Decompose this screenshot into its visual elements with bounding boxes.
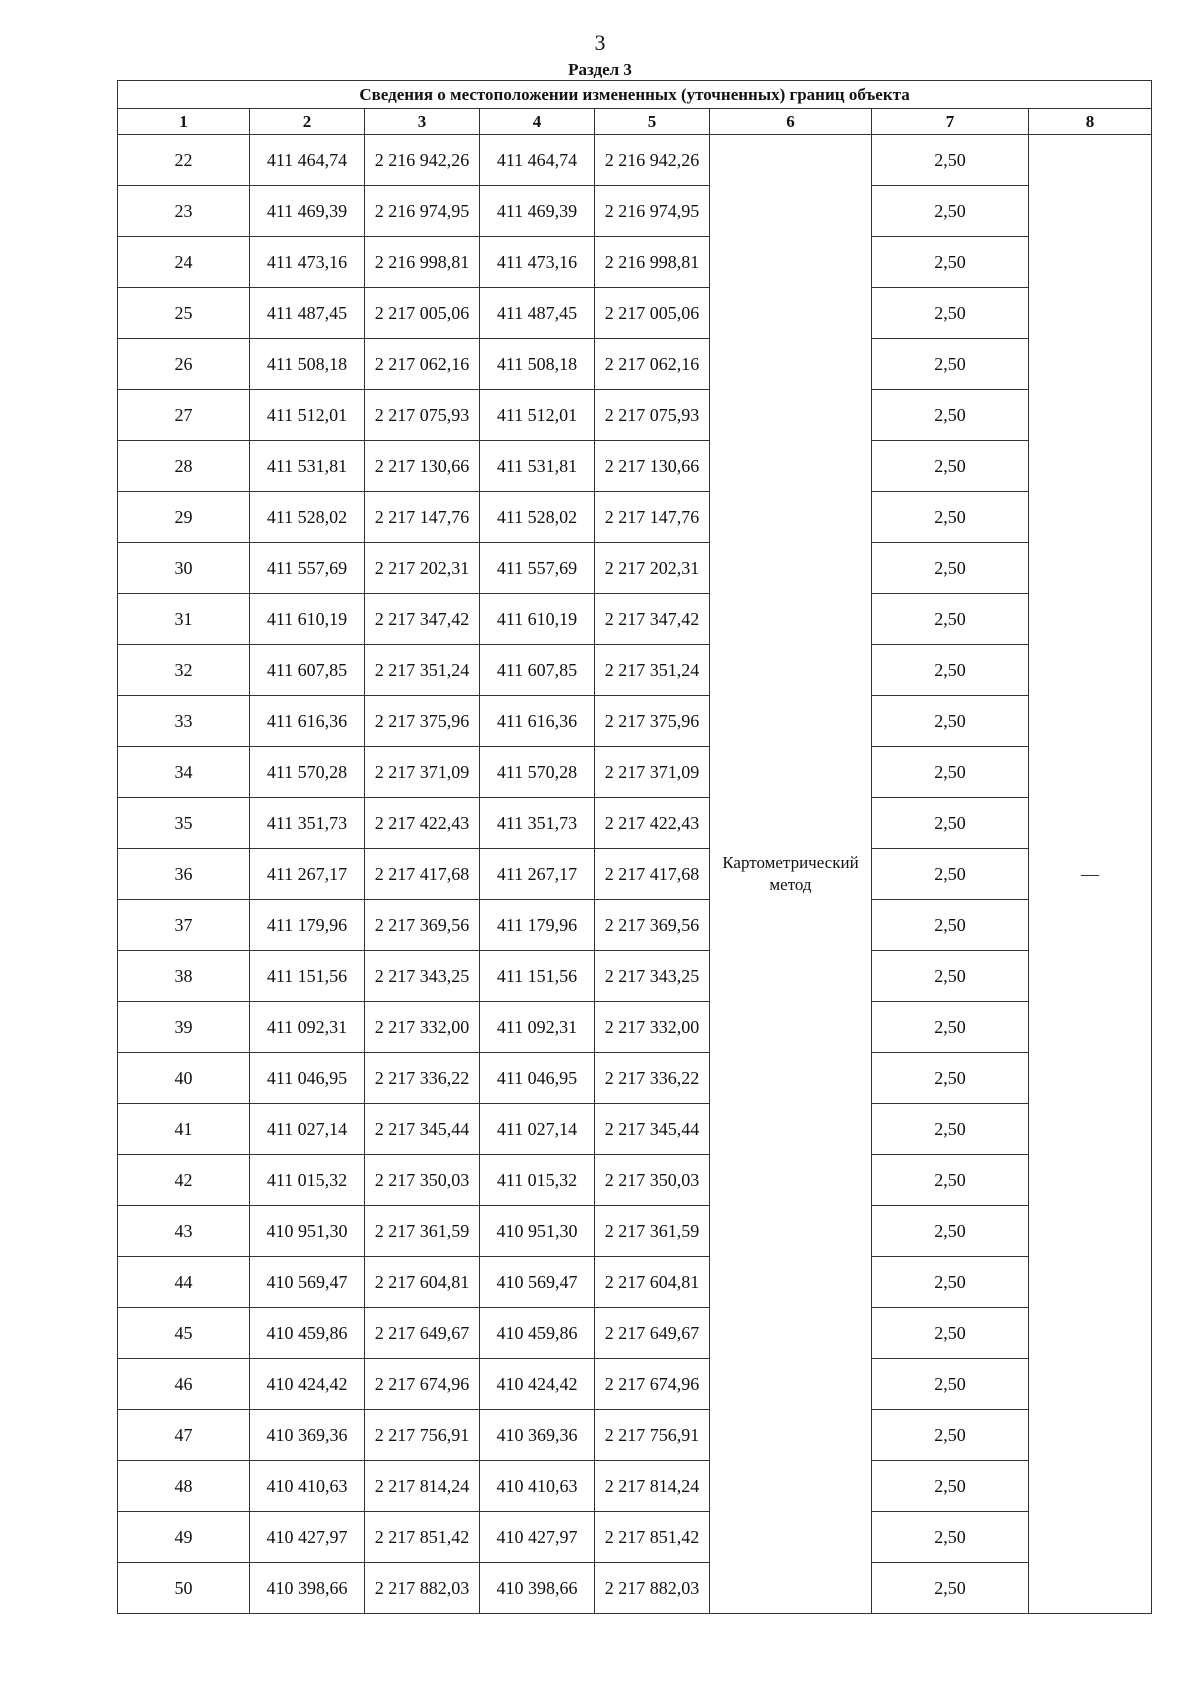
accuracy-cell: 2,50	[872, 237, 1029, 288]
accuracy-cell: 2,50	[872, 1257, 1029, 1308]
point-number-cell: 24	[118, 237, 250, 288]
x-existing-cell: 411 528,02	[250, 492, 365, 543]
y-new-cell: 2 217 343,25	[595, 951, 710, 1002]
description-cell: —	[1029, 135, 1152, 1614]
x-existing-cell: 411 092,31	[250, 1002, 365, 1053]
x-existing-cell: 411 046,95	[250, 1053, 365, 1104]
table-row	[118, 1104, 1152, 1155]
point-number-cell: 33	[118, 696, 250, 747]
y-new-cell: 2 217 604,81	[595, 1257, 710, 1308]
x-existing-cell: 411 015,32	[250, 1155, 365, 1206]
y-new-cell: 2 217 369,56	[595, 900, 710, 951]
column-header-4: 4	[480, 109, 595, 135]
y-new-cell: 2 217 350,03	[595, 1155, 710, 1206]
point-number-cell: 47	[118, 1410, 250, 1461]
point-number-cell: 43	[118, 1206, 250, 1257]
x-new-cell: 411 179,96	[480, 900, 595, 951]
point-number-cell: 46	[118, 1359, 250, 1410]
y-new-cell: 2 217 375,96	[595, 696, 710, 747]
y-existing-cell: 2 217 371,09	[365, 747, 480, 798]
y-new-cell: 2 217 332,00	[595, 1002, 710, 1053]
point-number-cell: 38	[118, 951, 250, 1002]
point-number-cell: 39	[118, 1002, 250, 1053]
x-new-cell: 411 607,85	[480, 645, 595, 696]
y-new-cell: 2 217 147,76	[595, 492, 710, 543]
x-existing-cell: 411 487,45	[250, 288, 365, 339]
table-row	[118, 339, 1152, 390]
x-new-cell: 411 508,18	[480, 339, 595, 390]
x-new-cell: 411 557,69	[480, 543, 595, 594]
table-row	[118, 543, 1152, 594]
point-number-cell: 23	[118, 186, 250, 237]
column-header-3: 3	[365, 109, 480, 135]
table-row	[118, 1563, 1152, 1614]
x-existing-cell: 410 410,63	[250, 1461, 365, 1512]
y-new-cell: 2 217 336,22	[595, 1053, 710, 1104]
x-new-cell: 410 459,86	[480, 1308, 595, 1359]
x-new-cell: 411 473,16	[480, 237, 595, 288]
accuracy-cell: 2,50	[872, 1308, 1029, 1359]
table-row	[118, 288, 1152, 339]
x-existing-cell: 411 473,16	[250, 237, 365, 288]
y-new-cell: 2 217 649,67	[595, 1308, 710, 1359]
x-existing-cell: 411 610,19	[250, 594, 365, 645]
y-existing-cell: 2 217 351,24	[365, 645, 480, 696]
x-existing-cell: 410 569,47	[250, 1257, 365, 1308]
accuracy-cell: 2,50	[872, 747, 1029, 798]
y-existing-cell: 2 216 942,26	[365, 135, 480, 186]
x-existing-cell: 410 951,30	[250, 1206, 365, 1257]
point-number-cell: 26	[118, 339, 250, 390]
x-existing-cell: 411 027,14	[250, 1104, 365, 1155]
x-new-cell: 411 512,01	[480, 390, 595, 441]
table-row	[118, 645, 1152, 696]
table-row	[118, 1155, 1152, 1206]
accuracy-cell: 2,50	[872, 1206, 1029, 1257]
y-new-cell: 2 217 756,91	[595, 1410, 710, 1461]
y-existing-cell: 2 217 332,00	[365, 1002, 480, 1053]
x-new-cell: 410 369,36	[480, 1410, 595, 1461]
table-row	[118, 594, 1152, 645]
table-caption: Сведения о местоположении измененных (уточненных) границ объекта	[118, 81, 1152, 109]
point-number-cell: 29	[118, 492, 250, 543]
table-body	[118, 135, 1152, 1614]
x-new-cell: 411 046,95	[480, 1053, 595, 1104]
x-new-cell: 410 398,66	[480, 1563, 595, 1614]
y-new-cell: 2 217 351,24	[595, 645, 710, 696]
x-existing-cell: 411 351,73	[250, 798, 365, 849]
y-existing-cell: 2 217 343,25	[365, 951, 480, 1002]
y-existing-cell: 2 217 422,43	[365, 798, 480, 849]
x-existing-cell: 410 424,42	[250, 1359, 365, 1410]
y-existing-cell: 2 217 075,93	[365, 390, 480, 441]
column-header-6: 6	[710, 109, 872, 135]
y-existing-cell: 2 216 998,81	[365, 237, 480, 288]
point-number-cell: 32	[118, 645, 250, 696]
point-number-cell: 22	[118, 135, 250, 186]
x-new-cell: 411 351,73	[480, 798, 595, 849]
point-number-cell: 48	[118, 1461, 250, 1512]
accuracy-cell: 2,50	[872, 1002, 1029, 1053]
y-new-cell: 2 217 422,43	[595, 798, 710, 849]
accuracy-cell: 2,50	[872, 492, 1029, 543]
y-existing-cell: 2 217 369,56	[365, 900, 480, 951]
x-existing-cell: 410 398,66	[250, 1563, 365, 1614]
y-existing-cell: 2 217 375,96	[365, 696, 480, 747]
x-new-cell: 411 151,56	[480, 951, 595, 1002]
x-new-cell: 410 410,63	[480, 1461, 595, 1512]
table-row	[118, 1512, 1152, 1563]
column-header-7: 7	[872, 109, 1029, 135]
table-row	[118, 1308, 1152, 1359]
table-row	[118, 237, 1152, 288]
accuracy-cell: 2,50	[872, 849, 1029, 900]
x-new-cell: 411 267,17	[480, 849, 595, 900]
y-existing-cell: 2 217 814,24	[365, 1461, 480, 1512]
x-existing-cell: 411 616,36	[250, 696, 365, 747]
y-existing-cell: 2 217 130,66	[365, 441, 480, 492]
x-new-cell: 411 570,28	[480, 747, 595, 798]
x-existing-cell: 411 508,18	[250, 339, 365, 390]
y-new-cell: 2 217 130,66	[595, 441, 710, 492]
column-header-2: 2	[250, 109, 365, 135]
boundary-coordinates-table	[117, 80, 1152, 1614]
table-row	[118, 1359, 1152, 1410]
point-number-cell: 27	[118, 390, 250, 441]
table-row	[118, 1206, 1152, 1257]
x-existing-cell: 411 531,81	[250, 441, 365, 492]
y-new-cell: 2 216 974,95	[595, 186, 710, 237]
accuracy-cell: 2,50	[872, 1104, 1029, 1155]
point-number-cell: 49	[118, 1512, 250, 1563]
table-row	[118, 390, 1152, 441]
column-header-1: 1	[118, 109, 250, 135]
x-new-cell: 411 528,02	[480, 492, 595, 543]
accuracy-cell: 2,50	[872, 594, 1029, 645]
point-number-cell: 40	[118, 1053, 250, 1104]
y-new-cell: 2 217 202,31	[595, 543, 710, 594]
y-existing-cell: 2 217 882,03	[365, 1563, 480, 1614]
accuracy-cell: 2,50	[872, 951, 1029, 1002]
x-new-cell: 411 610,19	[480, 594, 595, 645]
accuracy-cell: 2,50	[872, 1461, 1029, 1512]
accuracy-cell: 2,50	[872, 1359, 1029, 1410]
accuracy-cell: 2,50	[872, 1512, 1029, 1563]
accuracy-cell: 2,50	[872, 135, 1029, 186]
x-existing-cell: 411 570,28	[250, 747, 365, 798]
table-row	[118, 441, 1152, 492]
y-existing-cell: 2 217 147,76	[365, 492, 480, 543]
table-row	[118, 900, 1152, 951]
accuracy-cell: 2,50	[872, 798, 1029, 849]
x-new-cell: 410 951,30	[480, 1206, 595, 1257]
x-existing-cell: 411 607,85	[250, 645, 365, 696]
x-new-cell: 411 469,39	[480, 186, 595, 237]
x-existing-cell: 411 557,69	[250, 543, 365, 594]
table-row	[118, 798, 1152, 849]
section-title: Раздел 3	[568, 60, 632, 79]
x-new-cell: 411 027,14	[480, 1104, 595, 1155]
x-existing-cell: 411 267,17	[250, 849, 365, 900]
y-existing-cell: 2 217 361,59	[365, 1206, 480, 1257]
point-number-cell: 41	[118, 1104, 250, 1155]
x-existing-cell: 410 459,86	[250, 1308, 365, 1359]
x-new-cell: 410 427,97	[480, 1512, 595, 1563]
x-new-cell: 411 616,36	[480, 696, 595, 747]
point-number-cell: 25	[118, 288, 250, 339]
y-existing-cell: 2 217 347,42	[365, 594, 480, 645]
table-row	[118, 951, 1152, 1002]
x-existing-cell: 410 427,97	[250, 1512, 365, 1563]
point-number-cell: 44	[118, 1257, 250, 1308]
point-number-cell: 45	[118, 1308, 250, 1359]
x-existing-cell: 411 512,01	[250, 390, 365, 441]
accuracy-cell: 2,50	[872, 543, 1029, 594]
y-new-cell: 2 216 998,81	[595, 237, 710, 288]
x-new-cell: 411 531,81	[480, 441, 595, 492]
point-number-cell: 30	[118, 543, 250, 594]
accuracy-cell: 2,50	[872, 1563, 1029, 1614]
y-new-cell: 2 217 005,06	[595, 288, 710, 339]
x-new-cell: 411 487,45	[480, 288, 595, 339]
x-new-cell: 411 015,32	[480, 1155, 595, 1206]
table-row	[118, 186, 1152, 237]
y-existing-cell: 2 217 674,96	[365, 1359, 480, 1410]
column-header-5: 5	[595, 109, 710, 135]
y-existing-cell: 2 217 851,42	[365, 1512, 480, 1563]
accuracy-cell: 2,50	[872, 645, 1029, 696]
x-existing-cell: 411 469,39	[250, 186, 365, 237]
table-row	[118, 1053, 1152, 1104]
table-row	[118, 1257, 1152, 1308]
point-number-cell: 36	[118, 849, 250, 900]
y-new-cell: 2 217 814,24	[595, 1461, 710, 1512]
y-existing-cell: 2 217 604,81	[365, 1257, 480, 1308]
point-number-cell: 35	[118, 798, 250, 849]
x-new-cell: 411 092,31	[480, 1002, 595, 1053]
table-row	[118, 135, 1152, 186]
table-row	[118, 492, 1152, 543]
y-existing-cell: 2 217 649,67	[365, 1308, 480, 1359]
table-row	[118, 1461, 1152, 1512]
accuracy-cell: 2,50	[872, 441, 1029, 492]
x-new-cell: 410 569,47	[480, 1257, 595, 1308]
x-existing-cell: 411 464,74	[250, 135, 365, 186]
table-row	[118, 1002, 1152, 1053]
method-cell: Картометрический метод	[710, 135, 872, 1614]
y-existing-cell: 2 217 005,06	[365, 288, 480, 339]
y-existing-cell: 2 217 417,68	[365, 849, 480, 900]
point-number-cell: 50	[118, 1563, 250, 1614]
table-row	[118, 747, 1152, 798]
accuracy-cell: 2,50	[872, 339, 1029, 390]
column-number-row	[118, 109, 1152, 135]
y-new-cell: 2 217 062,16	[595, 339, 710, 390]
y-new-cell: 2 217 345,44	[595, 1104, 710, 1155]
x-existing-cell: 410 369,36	[250, 1410, 365, 1461]
x-existing-cell: 411 151,56	[250, 951, 365, 1002]
y-new-cell: 2 217 674,96	[595, 1359, 710, 1410]
y-new-cell: 2 217 851,42	[595, 1512, 710, 1563]
x-existing-cell: 411 179,96	[250, 900, 365, 951]
y-existing-cell: 2 217 756,91	[365, 1410, 480, 1461]
y-new-cell: 2 217 417,68	[595, 849, 710, 900]
x-new-cell: 410 424,42	[480, 1359, 595, 1410]
table-row	[118, 1410, 1152, 1461]
accuracy-cell: 2,50	[872, 1053, 1029, 1104]
page-number: 3	[594, 30, 606, 55]
y-existing-cell: 2 216 974,95	[365, 186, 480, 237]
point-number-cell: 28	[118, 441, 250, 492]
y-existing-cell: 2 217 202,31	[365, 543, 480, 594]
y-new-cell: 2 217 882,03	[595, 1563, 710, 1614]
y-new-cell: 2 217 371,09	[595, 747, 710, 798]
y-new-cell: 2 216 942,26	[595, 135, 710, 186]
accuracy-cell: 2,50	[872, 390, 1029, 441]
accuracy-cell: 2,50	[872, 288, 1029, 339]
y-new-cell: 2 217 361,59	[595, 1206, 710, 1257]
accuracy-cell: 2,50	[872, 186, 1029, 237]
column-header-8: 8	[1029, 109, 1152, 135]
accuracy-cell: 2,50	[872, 1410, 1029, 1461]
point-number-cell: 34	[118, 747, 250, 798]
table-row	[118, 696, 1152, 747]
y-new-cell: 2 217 347,42	[595, 594, 710, 645]
y-existing-cell: 2 217 350,03	[365, 1155, 480, 1206]
y-existing-cell: 2 217 062,16	[365, 339, 480, 390]
y-new-cell: 2 217 075,93	[595, 390, 710, 441]
point-number-cell: 31	[118, 594, 250, 645]
x-new-cell: 411 464,74	[480, 135, 595, 186]
accuracy-cell: 2,50	[872, 900, 1029, 951]
table-row	[118, 849, 1152, 900]
y-existing-cell: 2 217 336,22	[365, 1053, 480, 1104]
accuracy-cell: 2,50	[872, 1155, 1029, 1206]
y-existing-cell: 2 217 345,44	[365, 1104, 480, 1155]
point-number-cell: 42	[118, 1155, 250, 1206]
point-number-cell: 37	[118, 900, 250, 951]
accuracy-cell: 2,50	[872, 696, 1029, 747]
